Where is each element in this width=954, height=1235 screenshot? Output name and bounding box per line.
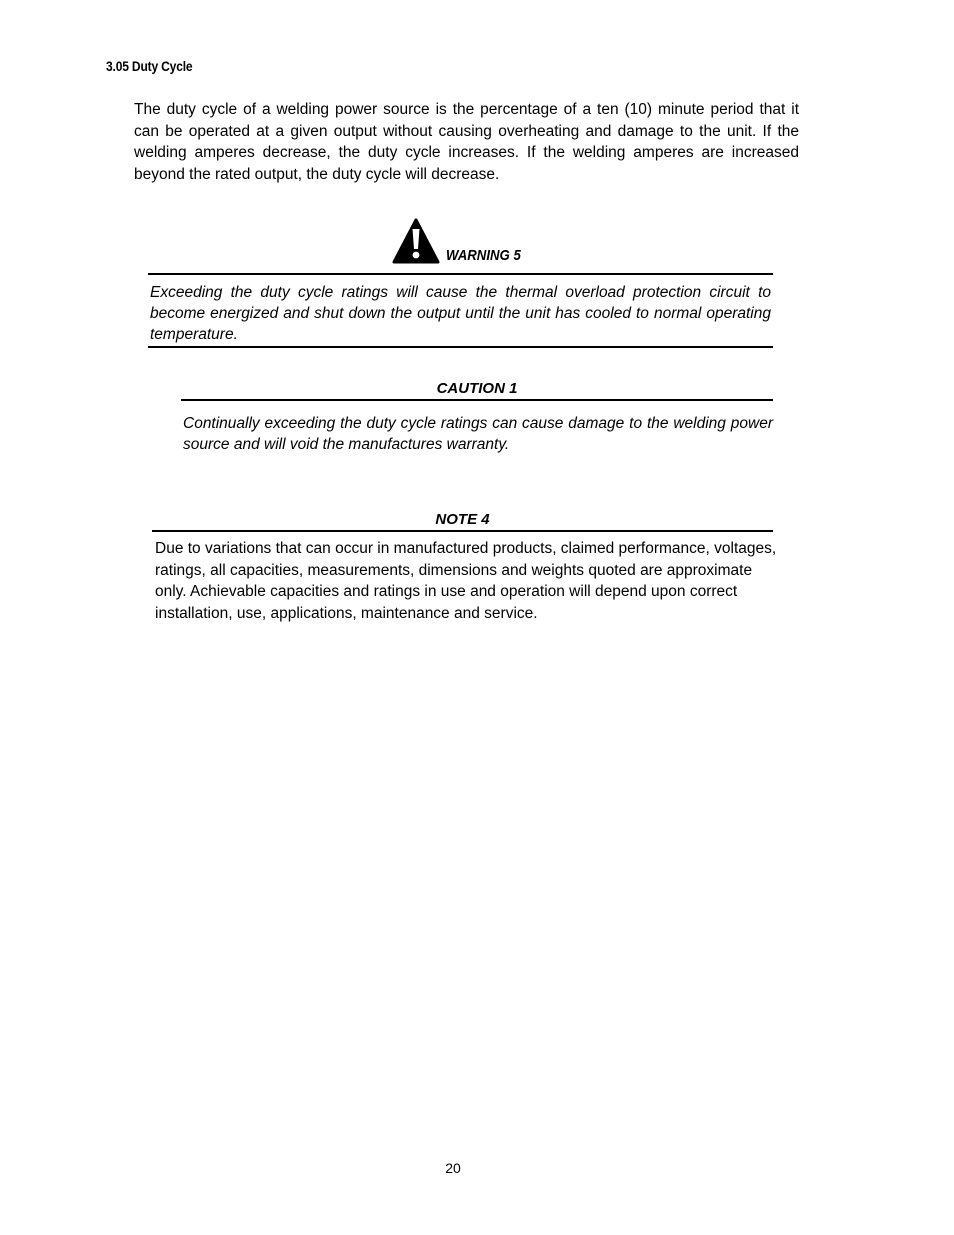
- duty-cycle-paragraph: The duty cycle of a welding power source is the percentage of a ten (10) minute period that it can be operated at a given output without causing overheating and damage to the unit. If the welding amperes decrease, the duty cycle increases. If the welding amperes are increased beyond the rated output, the duty cycle will decrease.: [134, 101, 799, 183]
- note-divider: [152, 530, 773, 532]
- warning-header: [392, 216, 531, 264]
- caution-divider: [181, 399, 773, 401]
- section-heading: 3.05 Duty Cycle: [106, 58, 193, 74]
- note-text: Due to variations that can occur in manufactured products, claimed performance, voltages, ratings, all capacities, measurements, dimensions and weights quoted are approximate only. Achievable capacities and ratings in use and operation will depend upon correct installation, use, applications, maintenance and service.: [155, 540, 777, 622]
- page-number: 20: [445, 1160, 461, 1176]
- caution-text: Continually exceeding the duty cycle ratings can cause damage to the welding power source and will void the manufactures warranty.: [183, 415, 773, 453]
- warning-triangle-icon: [392, 218, 440, 264]
- warning-label: WARNING 5: [446, 247, 521, 264]
- warning-box: [148, 273, 773, 348]
- note-label: NOTE 4: [435, 511, 490, 528]
- warning-text: Exceeding the duty cycle ratings will cause the thermal overload protection circuit to become energized and shut down the output until the unit has cooled to normal operating temperature.: [150, 284, 771, 343]
- caution-label: CAUTION 1: [436, 380, 518, 397]
